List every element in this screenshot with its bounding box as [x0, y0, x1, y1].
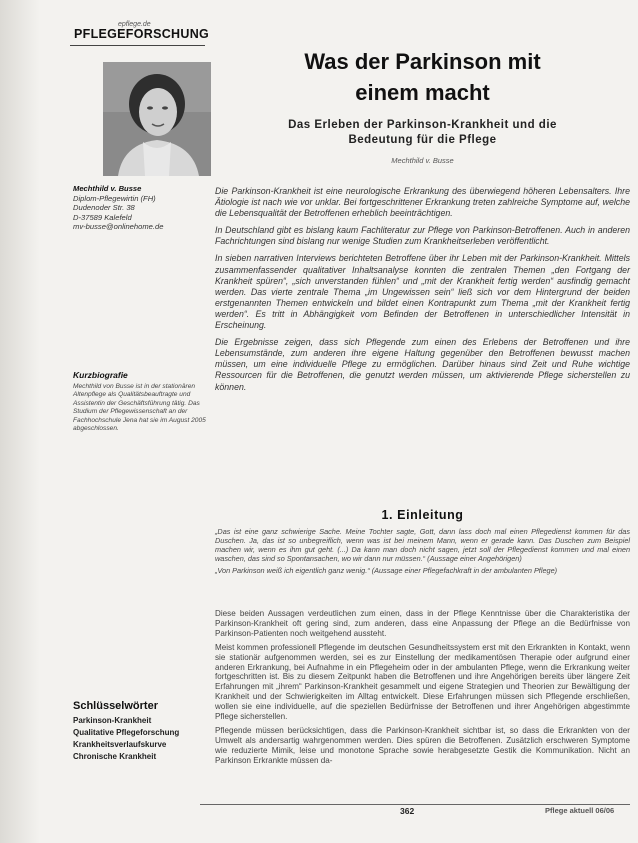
keyword-item: Qualitative Pflegeforschung	[73, 728, 180, 737]
author-email: mv-busse@onlinehome.de	[73, 222, 164, 231]
section-heading: 1. Einleitung	[381, 508, 464, 522]
article-subtitle	[215, 118, 630, 148]
keywords-list	[73, 715, 203, 763]
body-text	[215, 609, 630, 770]
abstract-paragraph: Die Parkinson-Krankheit ist eine neurologische Erkrankung des überwiegend höheren Lebensalters. Ihre Ätiologie ist nach wie vor unklar. Bei fortgeschrittener Erkrankung treten zahlreiche Symptome auf, welche die Lebensqualität der Betroffenen erheblich beeinträchtigen.	[215, 186, 630, 219]
scan-edge-shadow	[0, 0, 40, 843]
section-label: PFLEGEFORSCHUNG	[74, 27, 210, 41]
author-city: D-37589 Kalefeld	[73, 212, 132, 222]
author-degree: Diplom-Pflegewirtin (FH)	[73, 193, 156, 203]
quote-paragraph: „Von Parkinson weiß ich eigentlich ganz wenig.“ (Aussage einer Pflegefachkraft in der ambulanten Pflege)	[215, 566, 558, 576]
bio-heading: Kurzbiografie	[73, 370, 128, 380]
body-paragraph: Meist kommen professionell Pflegende im deutschen Gesundheitssystem erst mit den Erkrankten in Kontakt, wenn sie stationär aufgenommen werden, sei es zur Einstellung der medikamentösen Therapie oder aufgrund einer anderen Erkrankung, bei Aufnahme in ein Pflegeheim oder in der ambulanten Pflege, wenn die Erkrankung weiter fortgeschritten ist. Bis zu diesem Zeitpunkt haben die Betroffenen und ihre Angehörigen bereits über längere Zeit Erfahrungen mit „ihrem“ Parkinson-Krankheit gesammelt und eigene Strategien und Theorien zur Bewältigung der Krankheit und der Schwierigkeiten im Alltag entwickelt. Diese Erfahrungen müssen sich Pflegende erschließen, wollen sie eine individuelle, auf die speziellen Bedürfnisse der Betroffenen und ihrer Angehörigen abgestimmte Pflege sicherstellen.	[215, 642, 630, 722]
abstract-paragraph: In Deutschland gibt es bislang kaum Fachliteratur zur Pflege von Parkinson-Betroffenen. Auch in anderen Fachrichtungen sind bislang nur wenige Studien zum Krankheitserleben veröffentlicht.	[215, 225, 630, 247]
author-photo	[103, 62, 211, 176]
header-rule	[70, 45, 205, 46]
abstract-paragraph: In sieben narrativen Interviews berichteten Betroffene über ihr Leben mit der Parkinson-Krankheit. Mittels zusammenfassender qualitativer Inhaltsanalyse konnten die zentralen Themen „den Fortgang der Krankheit spüren“, „sich unverstanden fühlen“ und „mit der Krankheit fertig werden“ ausfindig gemacht werden. Das vierte zentrale Thema „im Ungewissen sein“ ließ sich vor dem Hintergrund der beiden erstgenannten Themen entwickeln und bildet einen Kontrapunkt zum Thema „mit der Krankheit fertig werden“. Es tritt in Abhängigkeit vom Befinden der Betroffenen in unterschiedlicher Intensität in Erscheinung.	[215, 253, 630, 331]
byline: Mechthild v. Busse	[391, 156, 454, 165]
subtitle-line-1: Das Erleben der Parkinson-Krankheit und die	[288, 119, 557, 131]
footer-rule	[200, 804, 630, 805]
quote-paragraph: „Das ist eine ganz schwierige Sache. Meine Tochter sagte, Gott, dann lass doch mal einen Pflegedienst kommen für das Duschen. Ja, das ist so unbegreiflich, wenn was ist bei meinem Mann, wenn er gerade kann. Das Duschen zum Beispiel machen wir, wenn es ihm gut geht. (...) Da kann man doch nicht sagen, jetzt soll der Pflegedienst kommen und mal einen waschen, das sind so Spontansachen, wo wir dann nur müssen.“ (Aussage einer Angehörigen)	[215, 527, 630, 564]
keyword-item: Parkinson-Krankheit	[73, 716, 152, 725]
section-overprint: epflege.de	[118, 21, 151, 28]
author-street: Dudenoder Str. 38	[73, 203, 135, 212]
body-paragraph: Pflegende müssen berücksichtigen, dass die Parkinson-Krankheit sichtbar ist, so dass die Erkrankten von der Umwelt als andersartig wahrgenommen werden. Dies spüren die Betroffenen. Zusätzlich erschweren Symptome wie reduzierte Mimik, leise und monotone Sprache sowie herabgesetzte Gestik die Kommunikation. Nicht an Parkinson Erkrankte müssen da-	[215, 725, 630, 765]
subtitle-line-2: Bedeutung für die Pflege	[348, 134, 497, 146]
bio-text: Mechthild von Busse ist in der stationären Altenpflege als Qualitätsbeauftragte und Assistentin der Geschäftsführung tätig. Das Studium der Pflegewissenschaft an der Fachhochschule Jena hat sie im August 2005 abgeschlossen.	[73, 383, 206, 433]
article-title	[215, 46, 630, 108]
body-paragraph: Diese beiden Aussagen verdeutlichen zum einen, dass in der Pflege Kenntnisse über die Charakteristika der Parkinson-Krankheit oft gering sind, zum anderen, dass eine Anpassung der Pflege an die Bedürfnisse von Parkinson-Patienten noch weitgehend aussteht.	[215, 609, 630, 638]
keywords-heading: Schlüsselwörter	[73, 700, 158, 712]
title-line-2: einem macht	[355, 80, 490, 105]
keyword-item: Chronische Krankheit	[73, 752, 157, 761]
author-name: Mechthild v. Busse	[73, 184, 142, 193]
author-info	[73, 184, 213, 232]
abstract-paragraph: Die Ergebnisse zeigen, dass sich Pflegende zum einen des Erlebens der Betroffenen und ihre Lebensumstände, zum anderen ihre eigene Haltung gegenüber den Betroffenen bewusst machen müssen, um eine individuelle Pflege zu ermöglichen. Darüber hinaus sind Zeit und Ruhe wichtige Ressourcen für die Betroffenen, die genutzt werden müssen, um aktivierende Pflege sicherstellen zu können.	[215, 337, 630, 392]
portrait-image	[103, 62, 211, 176]
journal-issue: Pflege aktuell 06/06	[545, 806, 615, 815]
keyword-item: Krankheitsverlaufskurve	[73, 740, 167, 749]
page-number: 362	[400, 806, 415, 816]
title-line-1: Was der Parkinson mit	[304, 49, 541, 74]
quotes-block	[215, 527, 630, 578]
abstract	[215, 186, 630, 399]
